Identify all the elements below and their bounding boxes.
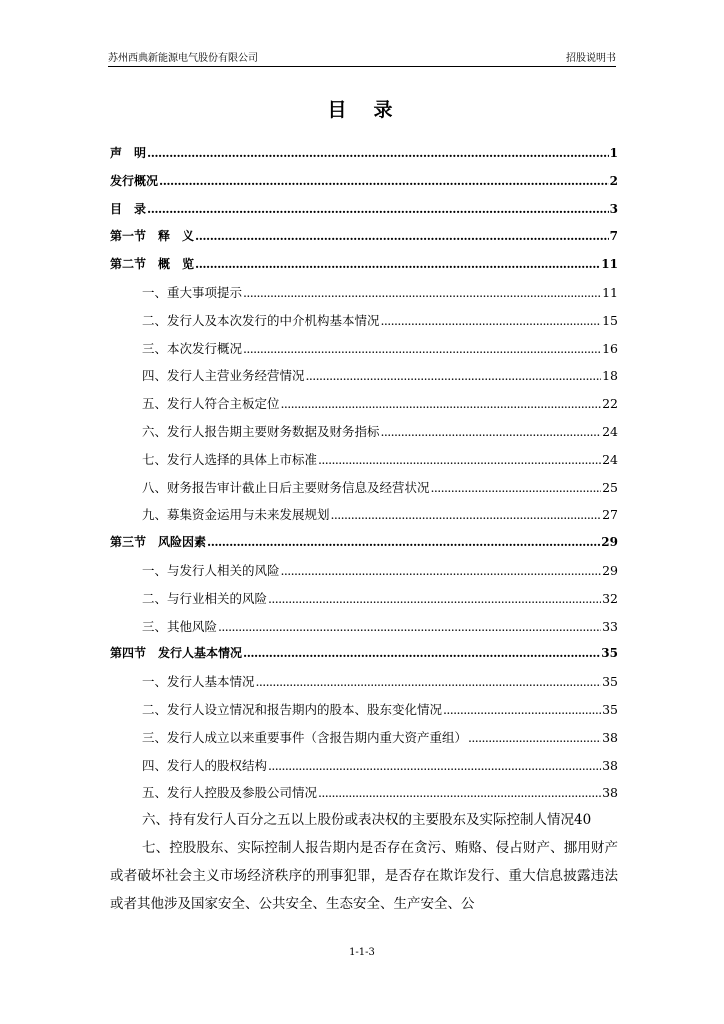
- toc-entry-label: 第四节 发行人基本情况: [110, 646, 243, 661]
- toc-entry[interactable]: [110, 168, 618, 196]
- toc-entry[interactable]: [110, 668, 618, 696]
- toc-dot-leader: [207, 529, 600, 557]
- toc-entry-page: 24: [602, 423, 618, 439]
- toc-entry-label: 二、与行业相关的风险: [142, 590, 268, 606]
- toc-dot-leader: [381, 418, 602, 446]
- toc-dot-leader: [147, 140, 609, 168]
- toc-dot-leader: [306, 362, 602, 390]
- toc-dot-leader: [318, 779, 601, 807]
- toc-entry-page: 11: [601, 257, 618, 272]
- toc-entry[interactable]: [110, 251, 618, 279]
- toc-entry-label: 五、发行人符合主板定位: [142, 396, 280, 412]
- page-number: 1-1-3: [349, 947, 375, 958]
- toc-entry-label: 一、重大事项提示: [142, 284, 243, 300]
- toc-entry[interactable]: [110, 529, 618, 557]
- toc-entry-page: 35: [602, 701, 618, 717]
- toc-dot-leader: [318, 446, 601, 474]
- toc-entry-label: 三、本次发行概况: [142, 340, 243, 356]
- toc-dot-leader: [281, 557, 602, 585]
- document-type: 招股说明书: [566, 53, 616, 64]
- toc-dot-leader: [281, 390, 602, 418]
- toc-entry-page: 35: [602, 674, 618, 690]
- toc-entry-page: 7: [609, 229, 618, 244]
- toc-entry[interactable]: [110, 418, 618, 446]
- toc-dot-leader: [268, 585, 601, 613]
- toc-entry[interactable]: [110, 390, 618, 418]
- toc-entry-page: 3: [609, 201, 618, 216]
- toc-entry-page: 27: [602, 507, 618, 523]
- toc-dot-leader: [468, 724, 601, 752]
- page-title: 目 录: [327, 99, 397, 121]
- toc-entry[interactable]: [110, 223, 618, 251]
- toc-entry-label: 一、与发行人相关的风险: [142, 562, 280, 578]
- toc-entry-page: 16: [602, 340, 618, 356]
- toc-entry-label: 八、财务报告审计截止日后主要财务信息及经营状况: [142, 479, 430, 495]
- toc-entry[interactable]: [110, 335, 618, 363]
- toc-dot-leader: [256, 668, 602, 696]
- toc-dot-leader: [243, 279, 601, 307]
- toc-entry-page: 18: [602, 368, 618, 384]
- toc-entry-label: 三、发行人成立以来重要事件（含报告期内重大资产重组）: [142, 729, 468, 745]
- toc-entry-label: 五、发行人控股及参股公司情况: [142, 785, 318, 801]
- toc-dot-leader: [268, 752, 601, 780]
- toc-entry[interactable]: 七、控股股东、实际控制人报告期内是否存在贪污、贿赂、侵占财产、挪用财产或者破坏社会主义市场经济秩序的刑事犯罪，是否存在欺诈发行、重大信息披露违法或者其他涉及国家安全、公共安全、生态安全、生产安全、公: [110, 839, 618, 912]
- toc-dot-leader: [243, 640, 600, 668]
- toc-entry[interactable]: [110, 557, 618, 585]
- toc-entry-page: 33: [602, 618, 618, 634]
- toc-entry-label: 四、发行人的股权结构: [142, 757, 268, 773]
- toc-entry[interactable]: [110, 196, 618, 224]
- toc-entry-page: 29: [601, 535, 618, 550]
- table-of-contents: [110, 140, 618, 918]
- toc-dot-leader: [195, 251, 600, 279]
- toc-dot-leader: [218, 613, 601, 641]
- toc-entry-page: 38: [602, 785, 618, 801]
- toc-entry-label: 一、发行人基本情况: [142, 674, 255, 690]
- toc-entry-label: 目 录: [110, 201, 147, 216]
- toc-entry-page: 11: [602, 284, 618, 300]
- toc-entry[interactable]: [110, 613, 618, 641]
- header-divider: [108, 66, 616, 67]
- toc-entry[interactable]: [110, 640, 618, 668]
- toc-entry[interactable]: [110, 752, 618, 780]
- toc-entry[interactable]: [110, 140, 618, 168]
- toc-entry-page: 24: [602, 451, 618, 467]
- toc-dot-leader: [381, 307, 602, 335]
- toc-dot-leader: [195, 223, 609, 251]
- toc-entry-label: 第三节 风险因素: [110, 535, 207, 550]
- toc-entry[interactable]: 六、持有发行人百分之五以上股份或表决权的主要股东及实际控制人情况40: [142, 812, 592, 829]
- toc-entry[interactable]: [110, 696, 618, 724]
- toc-entry-label: 六、发行人报告期主要财务数据及财务指标: [142, 423, 380, 439]
- toc-entry-page: 15: [602, 312, 618, 328]
- toc-dot-leader: [331, 501, 602, 529]
- toc-entry-page: 22: [602, 396, 618, 412]
- toc-entry-page: 38: [602, 729, 618, 745]
- toc-entry-label: 第一节 释 义: [110, 229, 195, 244]
- toc-entry-label: 第二节 概 览: [110, 257, 195, 272]
- toc-entry-label: 二、发行人及本次发行的中介机构基本情况: [142, 312, 380, 328]
- toc-entry[interactable]: [110, 585, 618, 613]
- toc-entry-label: 七、发行人选择的具体上市标准: [142, 451, 318, 467]
- toc-dot-leader: [443, 696, 601, 724]
- toc-entry-label: 九、募集资金运用与未来发展规划: [142, 507, 330, 523]
- toc-entry[interactable]: [110, 279, 618, 307]
- toc-entry-page: 25: [602, 479, 618, 495]
- toc-entry-page: 29: [602, 562, 618, 578]
- company-name: 苏州西典新能源电气股份有限公司: [108, 53, 258, 64]
- page-header: [108, 52, 616, 66]
- toc-dot-leader: [147, 196, 609, 224]
- toc-entry[interactable]: [110, 724, 618, 752]
- toc-dot-leader: [159, 168, 609, 196]
- toc-entry[interactable]: [110, 362, 618, 390]
- toc-entry-label: 声 明: [110, 146, 147, 160]
- toc-dot-leader: [431, 474, 602, 502]
- toc-entry-label: 三、其他风险: [142, 618, 218, 634]
- toc-entry-page: 35: [601, 646, 618, 661]
- toc-entry[interactable]: [110, 307, 618, 335]
- toc-entry[interactable]: [110, 779, 618, 807]
- toc-entry-page: 38: [602, 757, 618, 773]
- toc-entry-label: 发行概况: [110, 173, 159, 188]
- toc-entry-label: 四、发行人主营业务经营情况: [142, 368, 305, 384]
- toc-entry[interactable]: [110, 501, 618, 529]
- toc-entry-page: 32: [602, 590, 618, 606]
- toc-dot-leader: [243, 335, 601, 363]
- toc-entry-label: 二、发行人设立情况和报告期内的股本、股东变化情况: [142, 701, 443, 717]
- toc-entry-page: 1: [609, 146, 618, 160]
- toc-entry[interactable]: [110, 474, 618, 502]
- toc-entry-page: 2: [609, 173, 618, 188]
- toc-entry[interactable]: [110, 446, 618, 474]
